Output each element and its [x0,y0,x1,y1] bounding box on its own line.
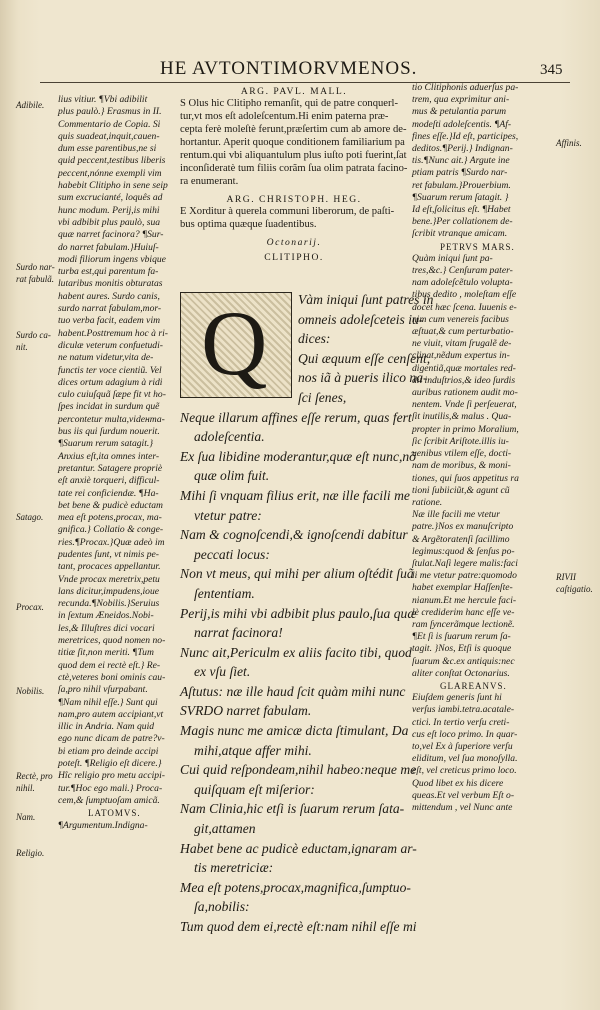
margin-note: Religio. [16,848,45,858]
text-line: Magis nunc me amicæ dicta ſtimulant, Da [180,723,409,739]
text-line: to,vel Ex à ſuperiore verſu [412,740,513,752]
text-line: Non vt meus, qui mihi per alium oſtédit ſuã [180,566,414,582]
text-line: do narret fabulam.}Huiuſ- [58,241,159,253]
text-line: quæ narret facinora? ¶Sur- [58,229,164,241]
text-line: Næ ille facili me vtetur [412,509,500,521]
text-line: Nam Clinia,hic etſi is ſuarum rerum ſata- [180,801,405,817]
text-line: hortantur. Aperit quoque conditionem familiarium pa [180,137,405,148]
text-line: git,attamen [194,821,256,837]
meter-label: Octonarij. [266,237,322,248]
argument-text-mall [180,97,408,188]
text-line: nentem. Vnde ſi perſeuerat, [412,399,517,411]
argument-text-heg [180,205,408,231]
text-line: SVRDO narret fabulam. [180,703,312,719]
text-line: modeſti adoleſcentis. ¶Af- [412,118,512,130]
text-line: titiæ ſit,non meriti. ¶Tum [58,647,154,659]
text-line: & Argẽtoratenſi ſacillimo [412,533,510,545]
margin-note: Affinis. [556,138,582,148]
text-line: tioni ſubiiciũt,& agunt cũ [412,484,510,496]
text-line: ptiam patris ¶Surdo nar- [412,167,508,179]
text-line: mihi,atque affer mihi. [194,742,312,758]
margin-note: Satago. [16,512,44,522]
text-line: pretantur. Satagere propriè [58,462,163,474]
text-line: ego nunc dicam de patre?v- [58,733,165,745]
text-line: ne viuit, vitam ſrugalẽ de- [412,338,512,350]
text-line: ret fabulam.}Prouerbium. [412,179,511,191]
text-line: quiſquam eſt miſerior: [194,781,315,797]
text-line: lans dicitur,impudens,ioue [58,585,159,597]
text-line: Habet bene ac pudicè eductam,ignaram ar- [180,840,417,856]
text-line: digentiã,quæ mortales red- [412,362,516,374]
text-line: æſtuat,& cum perturbatio- [412,326,514,338]
text-line: ſci ſenes, [298,389,347,405]
text-line: ſententiam. [194,585,255,601]
text-line: habent aures. Surdo canis, [58,290,160,302]
text-line: Id eſt,ſolicitus eſt. ¶Habet [412,204,511,216]
text-line: auribus rationem audit mo- [412,387,518,399]
text-line: nos iã à pueris ilico na- [298,370,428,386]
text-line: bi etiam pro deinde accipi [58,745,159,757]
margin-note: Nam. [16,812,36,822]
running-title: HE AVTONTIMORVMENOS. [160,58,418,79]
text-line: functis ter voce cientiũ. Vel [58,364,162,376]
text-line: hunc modum. Perij,is mihi [58,204,160,216]
text-line: nianum.Et me hercule faci- [412,594,517,606]
margin-note: nit. [16,342,28,352]
text-line: tiones, qui ſuos appetitus ra [412,472,519,484]
text-line: verſus iambi.tetra.acatale- [412,704,515,716]
text-line: fines eſſe.}Id eſt, participes, [412,130,519,142]
text-line: GLAREANVS. [440,680,507,691]
text-line: Ex ſua libidine moderantur,quæ eſt nunc,nõ [180,448,416,464]
text-line: PETRVS MARS. [440,241,515,252]
speaker-label: CLITIPHO. [264,252,324,263]
text-line: rentum.qui vbi aliquantulum plus iuſto poti fuerint,ſat [180,150,407,161]
text-line: Quàm iniqui ſunt pa- [412,252,493,264]
text-line: Nunc ait,Periculm ex aliis facito tibi, quod [180,644,412,660]
text-line: bus optima quæque ſuadentibus. [180,219,317,230]
text-line: nim cum venereis facibus [412,313,509,325]
text-line: patre.}Nos ex manuſcripto [412,521,514,533]
text-line: propter in primo Moralium, [412,423,519,435]
text-line: nam,pro autem accipiant,vt [58,708,164,720]
text-line: turba est,qui parentum fa- [58,266,159,278]
text-line: Neque illarum affines eſſe rerum, quas fert [180,409,412,425]
text-line: ſtulat.Naſi legere malis:faci [412,557,518,569]
margin-note: rat fabulã. [16,274,55,284]
text-line: S Olus hic Clitipho remanſit, qui de patre conquerl- [180,98,399,109]
text-line: ra enumerant. [180,176,239,187]
text-line: bet bene & pudicè eductam [58,499,163,511]
margin-note: Surdo nar- [16,262,55,272]
text-line: nam de moribus, & moni- [412,460,511,472]
text-line: omneis adoleſceteis iu- [298,311,424,327]
text-line: poteſt. ¶Religio eſt dicere.} [58,758,162,770]
text-line: illic in Andria. Nam quid [58,721,155,733]
text-line: mus & petulantia parum [412,106,507,118]
text-line: gnifica.} Collatio & conge- [58,524,164,536]
text-line: deditos.¶Perij.} Indignan- [412,143,513,155]
text-line: ¶Nam nihil eſſe.} Sunt qui [58,696,158,708]
argument-heading-heg: ARG. CHRISTOPH. HEG. [226,194,362,205]
decorated-initial-Q: Q [180,292,292,398]
text-line: ctici. In tertio verſu creti- [412,716,510,728]
text-line: trem, qua exprimitur ani- [412,94,510,106]
margin-note: Nobilis. [16,686,45,696]
text-line: Commentario de Copia. Si [58,118,161,130]
text-line: legimus:quod & ſenſus po- [412,545,515,557]
page-number: 345 [540,62,563,78]
margin-note: RIVII [556,572,576,582]
text-line: habet exemplar Haſſenſte- [412,582,513,594]
text-line: docet hæc ſcena. Iuuenis e- [412,301,517,313]
text-line: eſt anxiè torqueri, difficul- [58,475,160,487]
text-line: ¶Argumentum.Indigna- [58,819,148,831]
text-line: tis.¶Nunc ait.} Argute ine [412,155,510,167]
text-line: elidituт, vel ſua monoſylla. [412,753,518,765]
text-line: Mea eſt potens,procax,magnifica,ſumptuo- [180,879,411,895]
text-line: ſit inutilis,& malus . Qua- [412,411,512,423]
text-line: tur.¶Hoc ego mali.} Proca- [58,782,163,794]
argument-heading-mall: ARG. PAVL. MALL. [240,86,348,97]
argument-block [180,86,408,263]
margin-note: caſtigatio. [556,584,593,594]
text-line: ſpes incidat in surdum quẽ [58,401,160,413]
text-line: adoleſcentia. [194,429,265,445]
left-commentary [58,94,168,832]
text-line: mittendum , vel Nunc ante [412,801,513,813]
text-line: percontetur multa,vidента- [58,413,165,425]
text-line: ſa,pro nihil vſurpabant. [58,684,148,696]
text-line: Vnde procax meretrix,petu [58,573,160,585]
text-line: lè crediderim hanc eſſe ve- [412,606,515,618]
text-line: Anxius eſt,ita omnes inter- [58,450,160,462]
text-line: lutaribus monitis obturatas [58,278,163,290]
text-line: tis meretriciæ: [194,860,274,876]
text-line: ratione. [412,496,443,508]
text-line: tio Clitiphonis aduerſus pa- [412,82,519,93]
text-line: queas.Et vel verbum Eſt o- [412,789,515,801]
text-line: Nam & cognoſcendi,& ignoſcendi dabitur [180,527,408,543]
right-commentary [412,82,562,814]
text-line: dit induſtrios,& ideo ſurdis [412,374,516,386]
text-line: vbi adbibit plus paulò, sua [58,216,161,228]
text-line: Perij,is mihi vbi adbibit plus paulo,ſua quæ [180,605,417,621]
text-line: plus paulò.} Erasmus in II. [58,106,162,118]
text-line: li me vtetur patre:quomodo [412,570,517,582]
text-line: peccent,nónne exempli vim [58,167,162,179]
text-line: Vàm iniqui ſunt patres in [298,292,434,307]
text-line: LATOMVS. [88,808,141,819]
text-line: les,& Illuſtres dici vocari [58,622,155,634]
text-line: Qui æquum eſſe cenſent, [298,350,431,366]
text-line: recunda.¶Nobilis.}Seruius [58,598,160,610]
margin-note: Adibile. [16,100,45,110]
text-line: quid peccent,testibus liberis [58,155,166,167]
text-line: ſa,nobilis: [194,899,250,915]
text-line: Cui quid reſpondeam,nihil habeo:neque me [180,762,417,778]
text-line: in ſextum Æneidos.Nobi- [58,610,154,622]
text-line: Quod libet ex his dicere [412,777,504,789]
text-line: tuo verba facit, eadem vim [58,315,161,327]
text-line: ¶Suarum rerum satagit.} [58,438,154,450]
text-line: diculæ veterum confuetudi- [58,339,163,351]
text-line: Tum quod dem ei,rectè eſt:nam nihil eſſe mi [180,919,417,934]
text-line: E Xorditur à querela communi liberorum, de paſti- [180,206,395,217]
text-line: ſcribit vtranque amicam. [412,228,508,240]
text-line: ne natum videtur,vita de- [58,352,154,364]
text-line: quis suadeat,inquit,cauen- [58,130,160,142]
text-line: eſt, vel creticus primo loco. [412,765,517,777]
text-line: mea eſt potens,procax, ma- [58,512,162,524]
text-line: ries.¶Procax.}Quæ adeò im [58,536,165,548]
text-line: tant, procaces appellantur. [58,561,161,573]
text-line: dices: [298,331,331,347]
text-line: peccati locus: [194,546,270,562]
margin-note: Rectè, pro [16,771,53,781]
text-line: ctè,veteres boni ominis cau- [58,671,166,683]
text-line: Mihi ſi vnquam filius erit, næ ille facili me [180,487,410,503]
text-line: bene.}Per collationem de- [412,216,513,228]
text-line: tres,&c.} Cenſuram pater- [412,265,513,277]
text-line: uenibus vtilem eſſe, docti- [412,448,512,460]
text-line: Eiuſdem generis ſunt hi [412,692,502,704]
text-line: culo cuiuſquã ſæpe fit vt ho- [58,389,166,401]
text-line: ¶Suarum rerum ſatagit. } [412,191,509,203]
text-line: dum esse parentibus,ne si [58,143,157,155]
text-line: tagit. }Nos, Etſi is quoque [412,643,512,655]
text-line: ſuarum &c.ex antiquis:nec [412,655,515,667]
text-line: cus eſt loco primo. In quar- [412,728,518,740]
margin-note: nihil. [16,783,35,793]
text-line: ex vſu ſiet. [194,664,251,680]
text-line: cepta ferè moleſtè ferunt,præſertim cum ab amore de- [180,124,407,135]
text-line: ram ſyncerãmque lectionẽ. [412,618,515,630]
text-line: meretrices, quod nomen no- [58,635,166,647]
text-line: clinat,nẽdum expertus in- [412,350,510,362]
text-line: ¶Et ſi is ſuarum rerum ſa- [412,631,511,643]
text-line: lius vitiur. ¶Vbi adibilit [58,94,148,105]
text-line: quæ olim fuit. [194,468,270,484]
text-line: vtetur patre: [194,507,262,523]
text-line: tibus dedito , moleſtam eſſe [412,289,517,301]
text-line: habent.Posttremum hoc à ri- [58,327,168,339]
text-line: cem,& ſumptuoſam amicã. [58,794,160,806]
text-line: pudentes ſunt, vt nimis pe- [58,548,159,560]
text-line: tur,vt mos eſt adoleſcentum.Hi enim paterna præ- [180,111,389,122]
text-line: ſic ſcribit Ariſtote.illis iu- [412,435,509,447]
text-line: narrat facinora! [194,625,283,641]
text-line: surdo narrat fabulam,mor- [58,303,162,315]
text-line: quod dem ei rectè eſt.} Re- [58,659,161,671]
margin-note: Surdo ca- [16,330,51,340]
text-line: dices ortum adagium à ridi [58,376,163,388]
text-line: Hîc religio pro metu accipi- [58,770,165,782]
text-line: tate rei conficiendæ. ¶Ha- [58,487,159,499]
text-line: modi filiorum ingens vbique [58,253,166,265]
text-line: inconſideratè tum filiis corãm ſua olim patrata facino- [180,163,408,174]
text-line: habebit Clitipho in sene seip [58,180,168,192]
text-line: sum excrucianté, loquês ad [58,192,163,204]
text-line: bus iis qui ſurdum nouerit. [58,426,160,438]
text-line: aliter conſtat Octonarius. [412,667,510,679]
text-line: nam adoleſcẽtulo volupta- [412,277,513,289]
text-line: Aſtutus: næ ille haud ſcit quàm mihi nunc [180,683,406,699]
margin-note: Procax. [16,602,44,612]
